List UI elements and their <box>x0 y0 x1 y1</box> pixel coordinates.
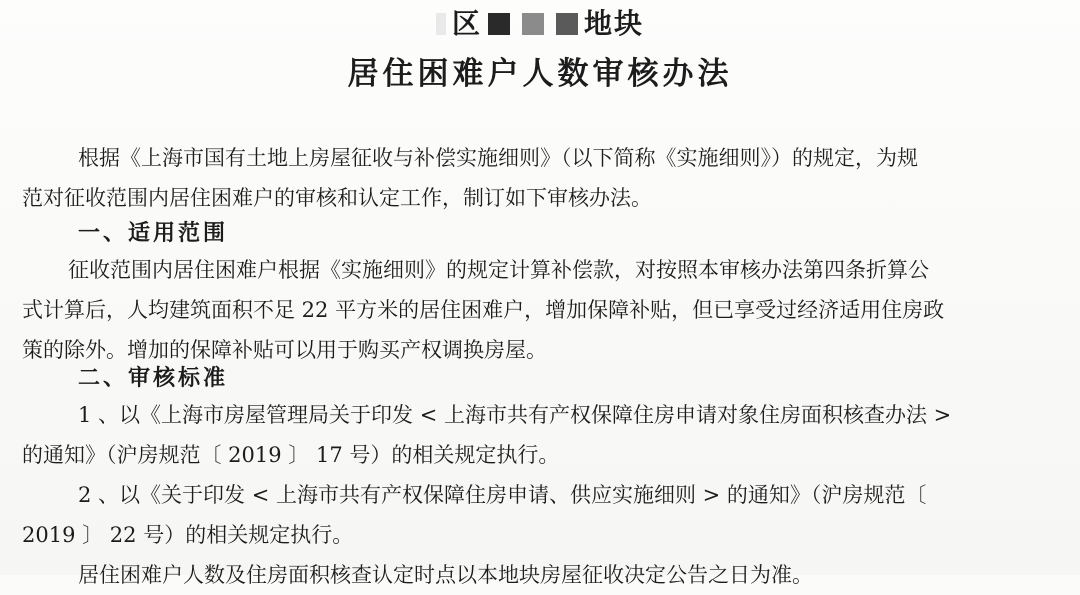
scope-paragraph <box>22 250 1062 370</box>
section-heading-criteria: 二、审核标准 <box>78 365 229 391</box>
redaction-block <box>488 13 510 35</box>
scope-line: 式计算后，人均建筑面积不足 22 平方米的居住困难户，增加保障补贴，但已享受过经济适用住房政 <box>22 298 945 322</box>
criteria-item-1-line: 1 、以《上海市房屋管理局关于印发 < 上海市共有产权保障住房申请对象住房面积核查办法 > <box>78 403 952 427</box>
district-title <box>0 4 1080 44</box>
intro-line: 根据《上海市国有土地上房屋征收与补偿实施细则》（以下简称《实施细则》）的规定，为规 <box>78 146 918 170</box>
intro-line: 范对征收范围内居住困难户的审核和认定工作，制订如下审核办法。 <box>22 186 652 210</box>
criteria-item-2-line: 2 、以《关于印发 < 上海市共有产权保障住房申请、供应实施细则 > 的通知》（沪房规范〔 <box>78 483 927 507</box>
criteria-item-1-line: 的通知》（沪房规范〔 2019 〕 17 号）的相关规定执行。 <box>22 443 560 467</box>
redaction-block <box>436 13 446 35</box>
document-title: 居住困难户人数审核办法 <box>347 56 733 92</box>
intro-paragraph <box>22 138 1062 218</box>
criteria-paragraph <box>22 395 1062 595</box>
district-prefix: 区 <box>451 7 482 40</box>
section-heading-scope: 一、适用范围 <box>78 220 229 246</box>
criteria-item-2-line: 2019 〕 22 号）的相关规定执行。 <box>22 523 354 547</box>
scope-line: 征收范围内居住困难户根据《实施细则》的规定计算补偿款，对按照本审核办法第四条折算公 <box>68 258 929 282</box>
closing-line: 居住困难户人数及住房面积核查认定时点以本地块房屋征收决定公告之日为准。 <box>78 563 813 587</box>
scope-line: 策的除外。增加的保障补贴可以用于购买产权调换房屋。 <box>22 338 547 362</box>
district-suffix: 地块 <box>584 7 645 40</box>
redaction-block <box>556 13 578 35</box>
redaction-block <box>522 13 544 35</box>
